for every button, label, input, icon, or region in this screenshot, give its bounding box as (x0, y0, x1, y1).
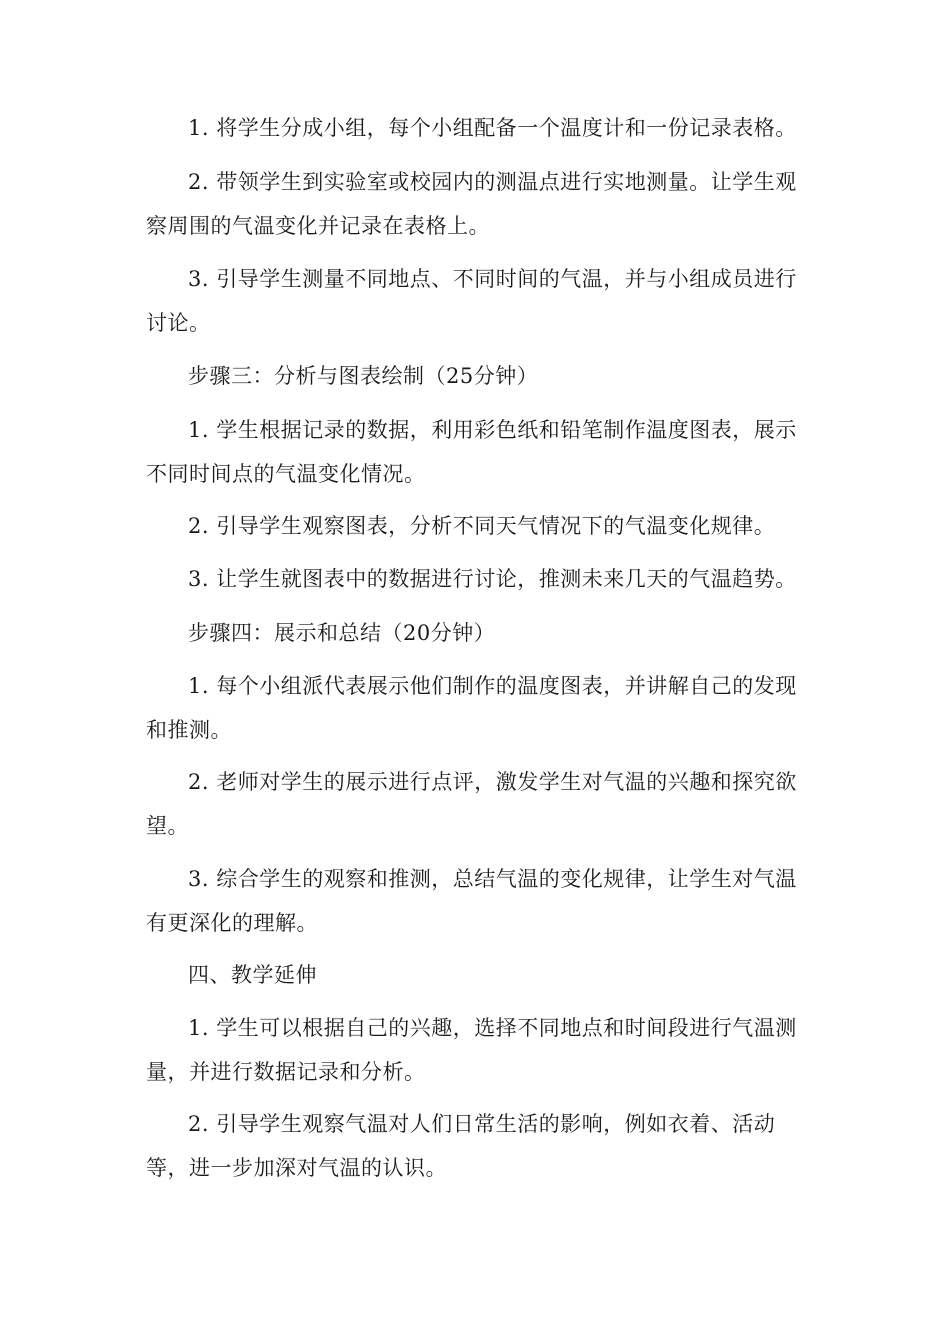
paragraph-1: 1. 将学生分成小组，每个小组配备一个温度计和一份记录表格。 (188, 116, 797, 140)
section-heading-step-3: 步骤三：分析与图表绘制（25分钟） (188, 364, 539, 388)
section-heading-extension: 四、教学延伸 (188, 963, 317, 987)
section-heading-step-4: 步骤四：展示和总结（20分钟） (188, 621, 496, 645)
paragraph-9: 3. 综合学生的观察和推测，总结气温的变化规律，让学生对气温有更深化的理解。 (146, 867, 797, 935)
paragraph-4: 1. 学生根据记录的数据，利用彩色纸和铅笔制作温度图表，展示不同时间点的气温变化情况。 (146, 418, 797, 486)
paragraph-3: 3. 引导学生测量不同地点、不同时间的气温，并与小组成员进行讨论。 (146, 267, 797, 335)
paragraph-2: 2. 带领学生到实验室或校园内的测温点进行实地测量。让学生观察周围的气温变化并记录在表格上。 (146, 170, 797, 238)
paragraph-11: 2. 引导学生观察气温对人们日常生活的影响，例如衣着、活动等，进一步加深对气温的认识。 (146, 1112, 776, 1180)
paragraph-10: 1. 学生可以根据自己的兴趣，选择不同地点和时间段进行气温测量，并进行数据记录和分析。 (146, 1016, 797, 1084)
paragraph-6: 3. 让学生就图表中的数据进行讨论，推测未来几天的气温趋势。 (188, 567, 797, 591)
paragraph-5: 2. 引导学生观察图表，分析不同天气情况下的气温变化规律。 (188, 514, 776, 538)
paragraph-7: 1. 每个小组派代表展示他们制作的温度图表，并讲解自己的发现和推测。 (146, 674, 797, 742)
paragraph-8: 2. 老师对学生的展示进行点评，激发学生对气温的兴趣和探究欲望。 (146, 770, 797, 838)
